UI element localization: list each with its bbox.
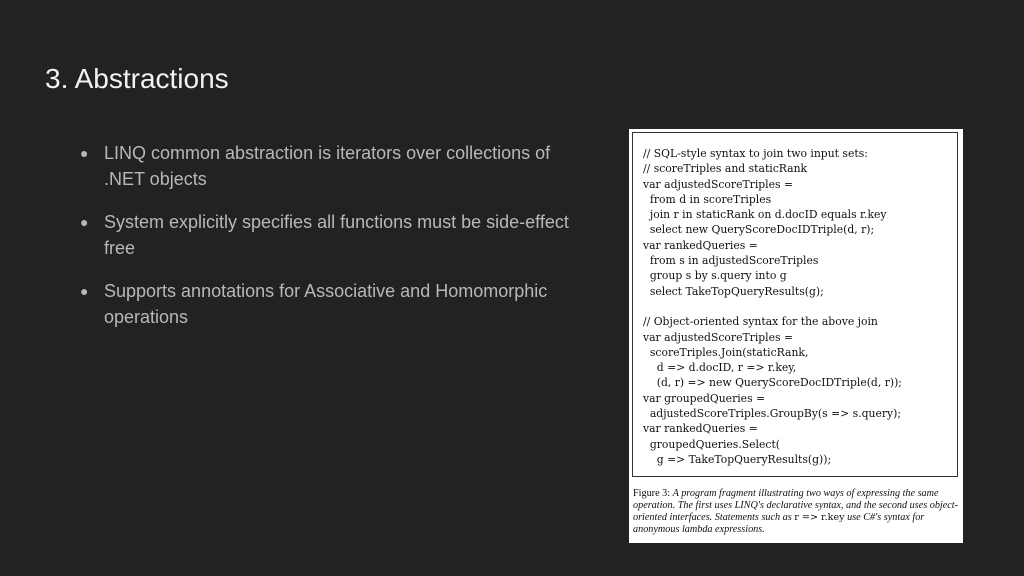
code-line: // Object-oriented syntax for the above join: [643, 315, 878, 329]
code-line: // SQL-style syntax to join two input sets:: [643, 147, 868, 160]
code-line: d => d.docID, r => r.key,: [643, 361, 797, 375]
bullet-item: [80, 278, 570, 330]
code-line: var groupedQueries =: [643, 391, 766, 405]
caption-text: A program fragment illustrating two ways of expressing the same operation. The first uses LINQ's declarative syntax, and the second uses object-oriented interfaces. Statements such as: [633, 488, 959, 523]
caption-code: r => r.key: [794, 512, 845, 523]
caption-label: Figure 3:: [633, 488, 671, 499]
bullet-dot-icon: ●: [80, 283, 89, 299]
slide-title: 3. Abstractions: [45, 63, 229, 94]
bullet-text: LINQ common abstraction is iterators over collections of .NET objects: [104, 143, 551, 189]
code-line: (d, r) => new QueryScoreDocIDTriple(d, r));: [643, 376, 902, 390]
code-line: groupedQueries.Select(: [643, 437, 781, 451]
code-line: from d in scoreTriples: [643, 192, 772, 206]
bullet-item: [80, 140, 570, 192]
bullet-dot-icon: ●: [80, 145, 89, 161]
bullet-text: Supports annotations for Associative and Homomorphic operations: [104, 281, 548, 327]
code-line: group s by s.query into g: [643, 269, 787, 283]
code-listing: [632, 132, 958, 477]
figure-caption: [633, 488, 959, 536]
code-figure: [629, 129, 963, 543]
bullet-text: System explicitly specifies all functions must be side-effect free: [104, 212, 569, 258]
code-line: select new QueryScoreDocIDTriple(d, r);: [643, 223, 875, 237]
code-line: join r in staticRank on d.docID equals r.key: [643, 208, 887, 222]
code-line: adjustedScoreTriples.GroupBy(s => s.query);: [643, 407, 901, 421]
code-line: select TakeTopQueryResults(g);: [643, 284, 824, 298]
code-line: from s in adjustedScoreTriples: [643, 254, 819, 268]
bullet-item: [80, 209, 570, 261]
code-line: var adjustedScoreTriples =: [643, 330, 794, 344]
code-line: // scoreTriples and staticRank: [643, 162, 808, 176]
caption-text-end: use C#'s syntax for anonymous lambda expressions.: [633, 512, 925, 535]
bullet-list: [80, 140, 570, 347]
code-line: g => TakeTopQueryResults(g));: [643, 452, 832, 466]
bullet-dot-icon: ●: [80, 214, 89, 230]
code-line-blank: [643, 299, 957, 314]
code-line: scoreTriples.Join(staticRank,: [643, 345, 809, 359]
code-line: var rankedQueries =: [643, 238, 758, 252]
code-line: var rankedQueries =: [643, 422, 758, 436]
code-line: var adjustedScoreTriples =: [643, 177, 794, 191]
